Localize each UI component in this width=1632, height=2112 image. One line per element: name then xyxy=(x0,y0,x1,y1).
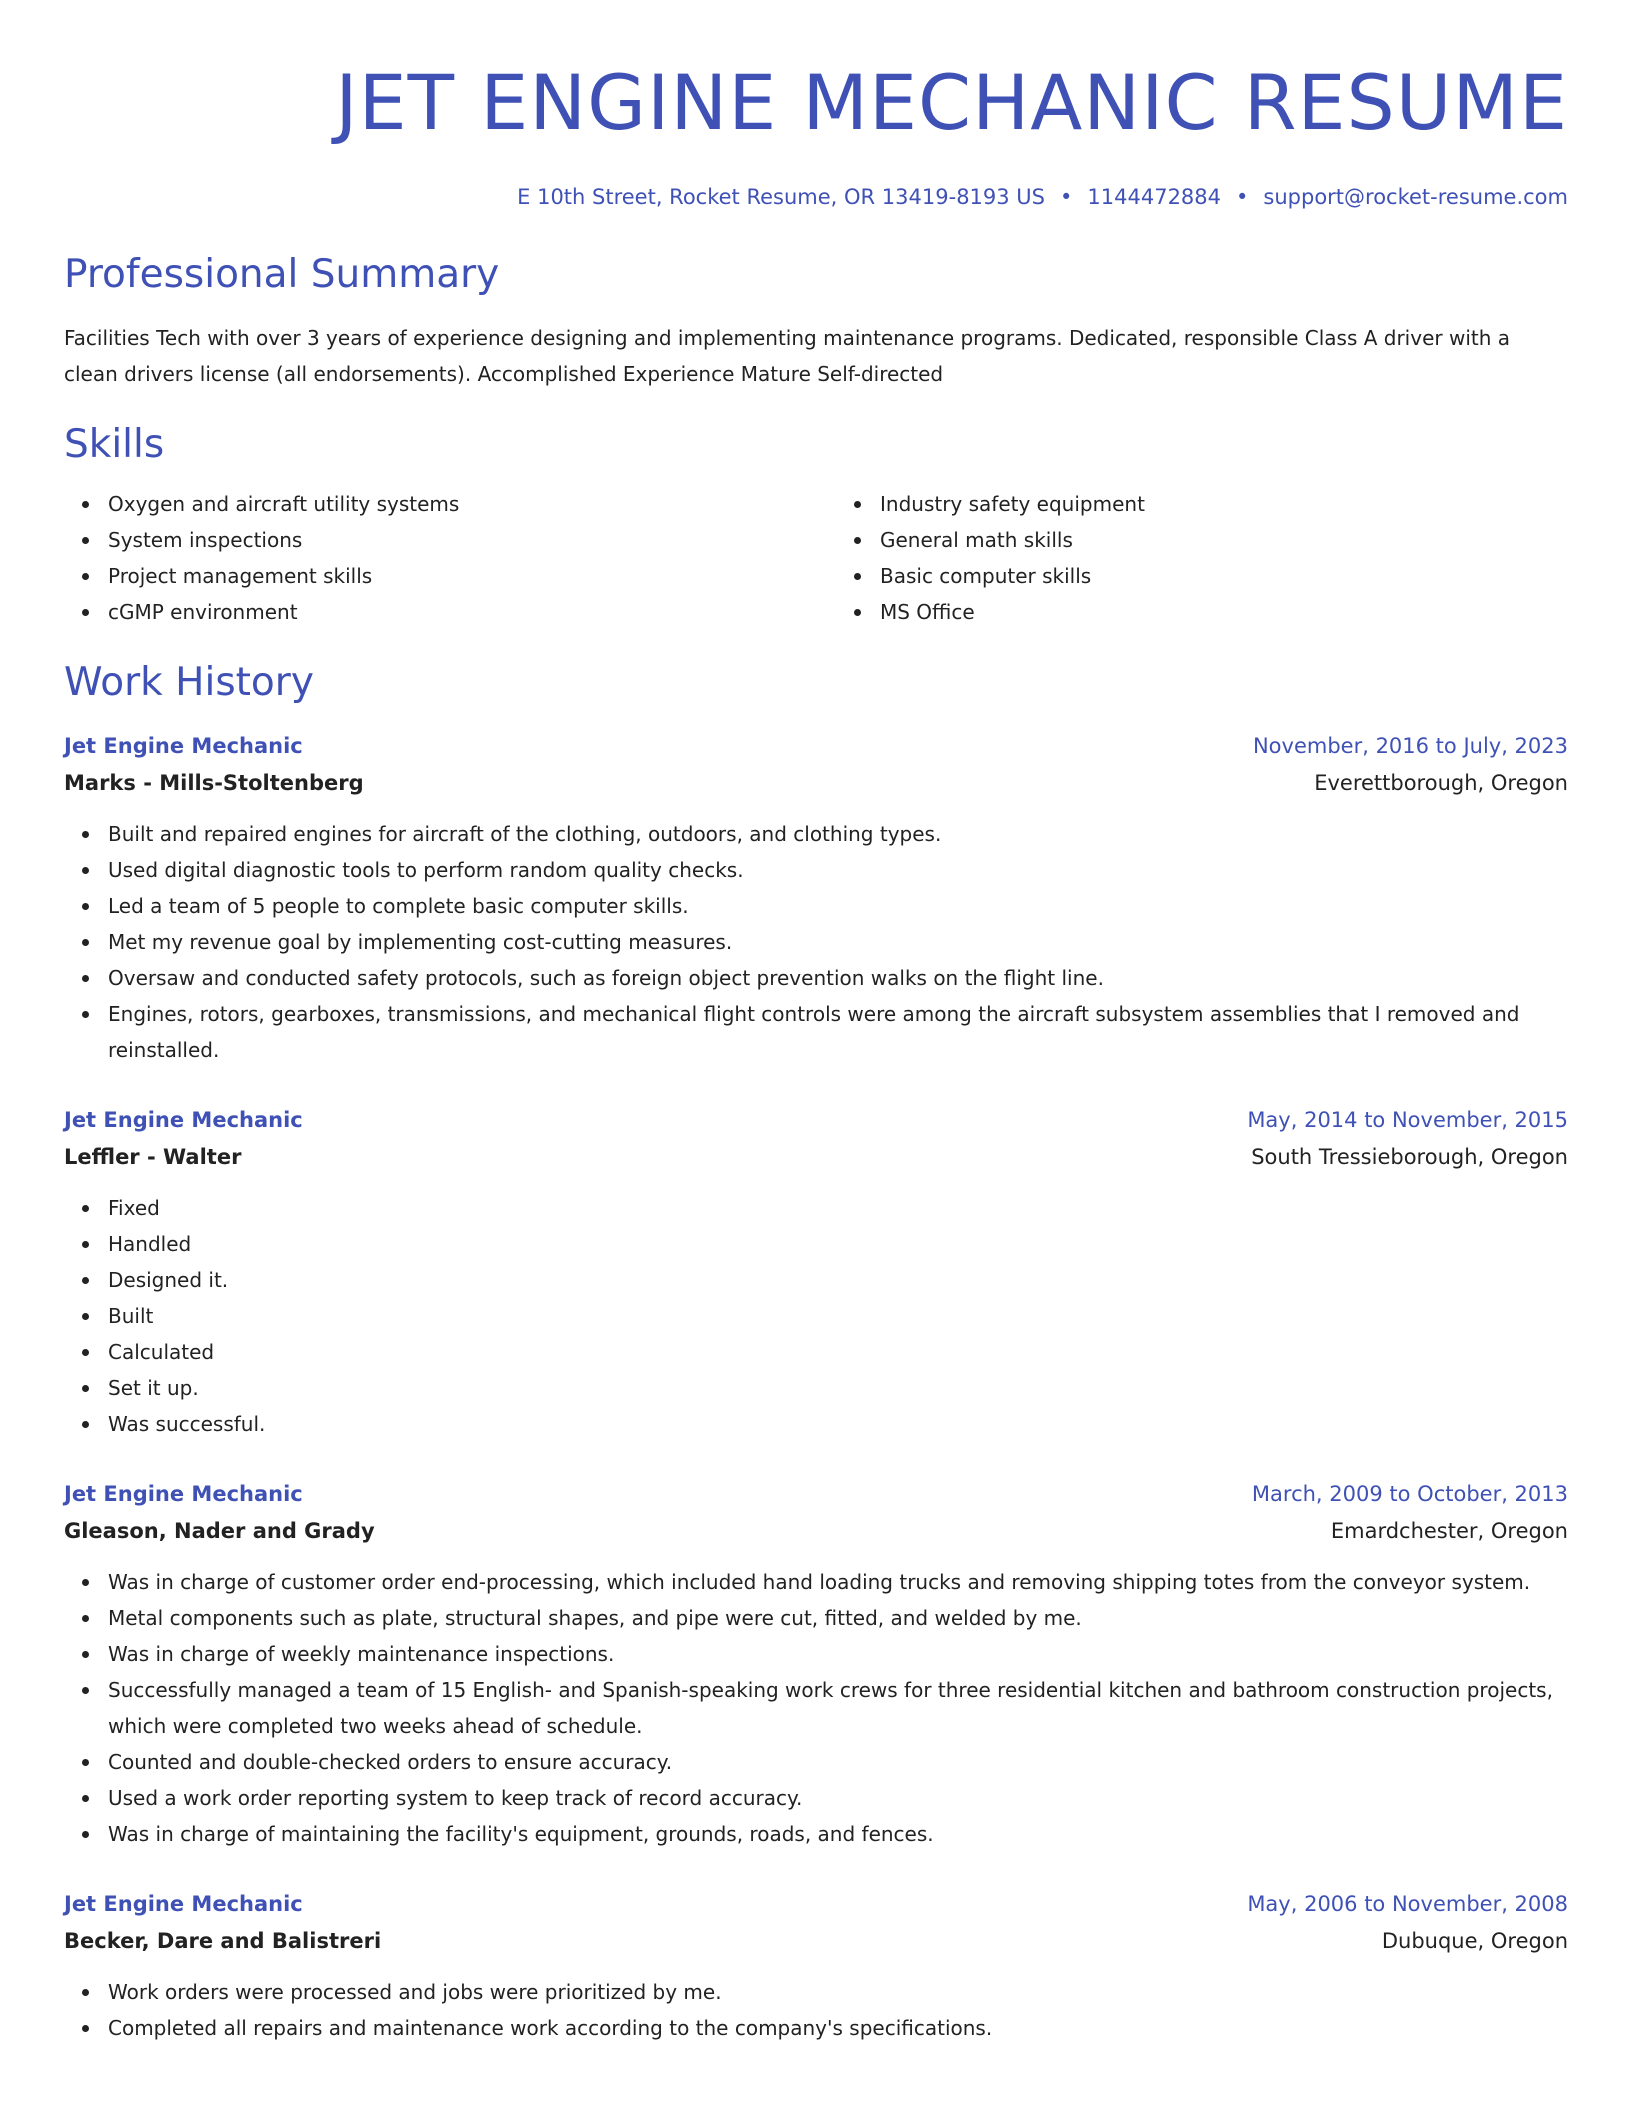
job-company-row xyxy=(64,1512,1568,1550)
skill-item: Industry safety equipment xyxy=(836,486,1568,522)
job-dates: May, 2006 to November, 2008 xyxy=(1247,1892,1568,1916)
skill-item: System inspections xyxy=(64,522,796,558)
contact-separator: • xyxy=(1060,185,1073,209)
skills-list-right xyxy=(836,486,1568,630)
skill-item: MS Office xyxy=(836,594,1568,630)
job-company-row xyxy=(64,1138,1568,1176)
skill-item: cGMP environment xyxy=(64,594,796,630)
job-location: South Tressieborough, Oregon xyxy=(1251,1145,1568,1169)
job-bullet: Led a team of 5 people to complete basic computer skills. xyxy=(64,888,1568,924)
job-bullet: Engines, rotors, gearboxes, transmissions, and mechanical flight controls were among the aircraft subsystem assemblies that I removed and reinstalled. xyxy=(64,996,1568,1068)
job-header-row xyxy=(64,1476,1568,1512)
job-dates: May, 2014 to November, 2015 xyxy=(1247,1108,1568,1132)
job-company: Gleason, Nader and Grady xyxy=(64,1519,375,1543)
job-entry xyxy=(64,1886,1568,2046)
job-bullet: Work orders were processed and jobs were prioritized by me. xyxy=(64,1974,1568,2010)
job-bullet: Used digital diagnostic tools to perform random quality checks. xyxy=(64,852,1568,888)
job-location: Everettborough, Oregon xyxy=(1314,771,1568,795)
skills-list-left xyxy=(64,486,796,630)
skill-item: Project management skills xyxy=(64,558,796,594)
job-location: Dubuque, Oregon xyxy=(1381,1929,1568,1953)
job-bullet: Built xyxy=(64,1298,1568,1334)
job-bullet: Set it up. xyxy=(64,1370,1568,1406)
summary-section xyxy=(64,252,1568,392)
job-bullets xyxy=(64,1190,1568,1442)
job-bullet: Used a work order reporting system to keep track of record accuracy. xyxy=(64,1780,1568,1816)
job-company: Marks - Mills-Stoltenberg xyxy=(64,771,364,795)
job-bullet: Calculated xyxy=(64,1334,1568,1370)
job-company: Leffler - Walter xyxy=(64,1145,242,1169)
resume-header xyxy=(64,0,1568,210)
job-title: Jet Engine Mechanic xyxy=(64,734,303,758)
section-title-work-history: Work History xyxy=(64,660,314,705)
contact-address: E 10th Street, Rocket Resume, OR 13419-8193 US xyxy=(517,185,1046,209)
job-bullet: Completed all repairs and maintenance work according to the company's specifications. xyxy=(64,2010,1568,2046)
job-bullet: Was in charge of maintaining the facility's equipment, grounds, roads, and fences. xyxy=(64,1816,1568,1852)
job-bullet: Successfully managed a team of 15 English- and Spanish-speaking work crews for three residential kitchen and bathroom construction projects, which were completed two weeks ahead of schedule. xyxy=(64,1672,1568,1744)
job-title: Jet Engine Mechanic xyxy=(64,1482,303,1506)
job-bullet: Handled xyxy=(64,1226,1568,1262)
contact-line xyxy=(64,184,1568,210)
job-bullet: Was in charge of weekly maintenance inspections. xyxy=(64,1636,1568,1672)
job-company: Becker, Dare and Balistreri xyxy=(64,1929,382,1953)
job-title: Jet Engine Mechanic xyxy=(64,1892,303,1916)
job-bullet: Counted and double-checked orders to ensure accuracy. xyxy=(64,1744,1568,1780)
job-bullets xyxy=(64,1974,1568,2046)
resume-title: JET ENGINE MECHANIC RESUME xyxy=(335,58,1568,147)
job-dates: November, 2016 to July, 2023 xyxy=(1252,734,1568,758)
job-company-row xyxy=(64,764,1568,802)
summary-text: Facilities Tech with over 3 years of experience designing and implementing maintenance programs. Dedicated, responsible Class A driver with a clean drivers license (all endorsements). Accomplished Experience Mature Self-directed xyxy=(64,326,1511,386)
section-title-summary: Professional Summary xyxy=(64,252,500,297)
contact-phone: 1144472884 xyxy=(1087,185,1222,209)
section-title-skills: Skills xyxy=(64,422,165,467)
job-bullet: Built and repaired engines for aircraft of the clothing, outdoors, and clothing types. xyxy=(64,816,1568,852)
job-bullet: Was in charge of customer order end-processing, which included hand loading trucks and removing shipping totes from the conveyor system. xyxy=(64,1564,1568,1600)
job-bullet: Oversaw and conducted safety protocols, such as foreign object prevention walks on the flight line. xyxy=(64,960,1568,996)
job-dates: March, 2009 to October, 2013 xyxy=(1251,1482,1568,1506)
skills-section xyxy=(64,422,1568,630)
job-bullet: Metal components such as plate, structural shapes, and pipe were cut, fitted, and welded by me. xyxy=(64,1600,1568,1636)
job-entry xyxy=(64,728,1568,1068)
skill-item: General math skills xyxy=(836,522,1568,558)
work-history-section xyxy=(64,660,1568,2046)
job-bullets xyxy=(64,1564,1568,1852)
job-header-row xyxy=(64,728,1568,764)
job-bullet: Met my revenue goal by implementing cost-cutting measures. xyxy=(64,924,1568,960)
job-header-row xyxy=(64,1102,1568,1138)
job-bullet: Was successful. xyxy=(64,1406,1568,1442)
job-bullet: Designed it. xyxy=(64,1262,1568,1298)
job-entry xyxy=(64,1476,1568,1852)
job-location: Emardchester, Oregon xyxy=(1330,1519,1568,1543)
skills-grid xyxy=(64,486,1568,630)
skill-item: Basic computer skills xyxy=(836,558,1568,594)
contact-separator: • xyxy=(1236,185,1249,209)
job-entry xyxy=(64,1102,1568,1442)
job-header-row xyxy=(64,1886,1568,1922)
job-bullets xyxy=(64,816,1568,1068)
skill-item: Oxygen and aircraft utility systems xyxy=(64,486,796,522)
job-bullet: Fixed xyxy=(64,1190,1568,1226)
job-company-row xyxy=(64,1922,1568,1960)
job-title: Jet Engine Mechanic xyxy=(64,1108,303,1132)
contact-email: support@rocket-resume.com xyxy=(1263,185,1568,209)
